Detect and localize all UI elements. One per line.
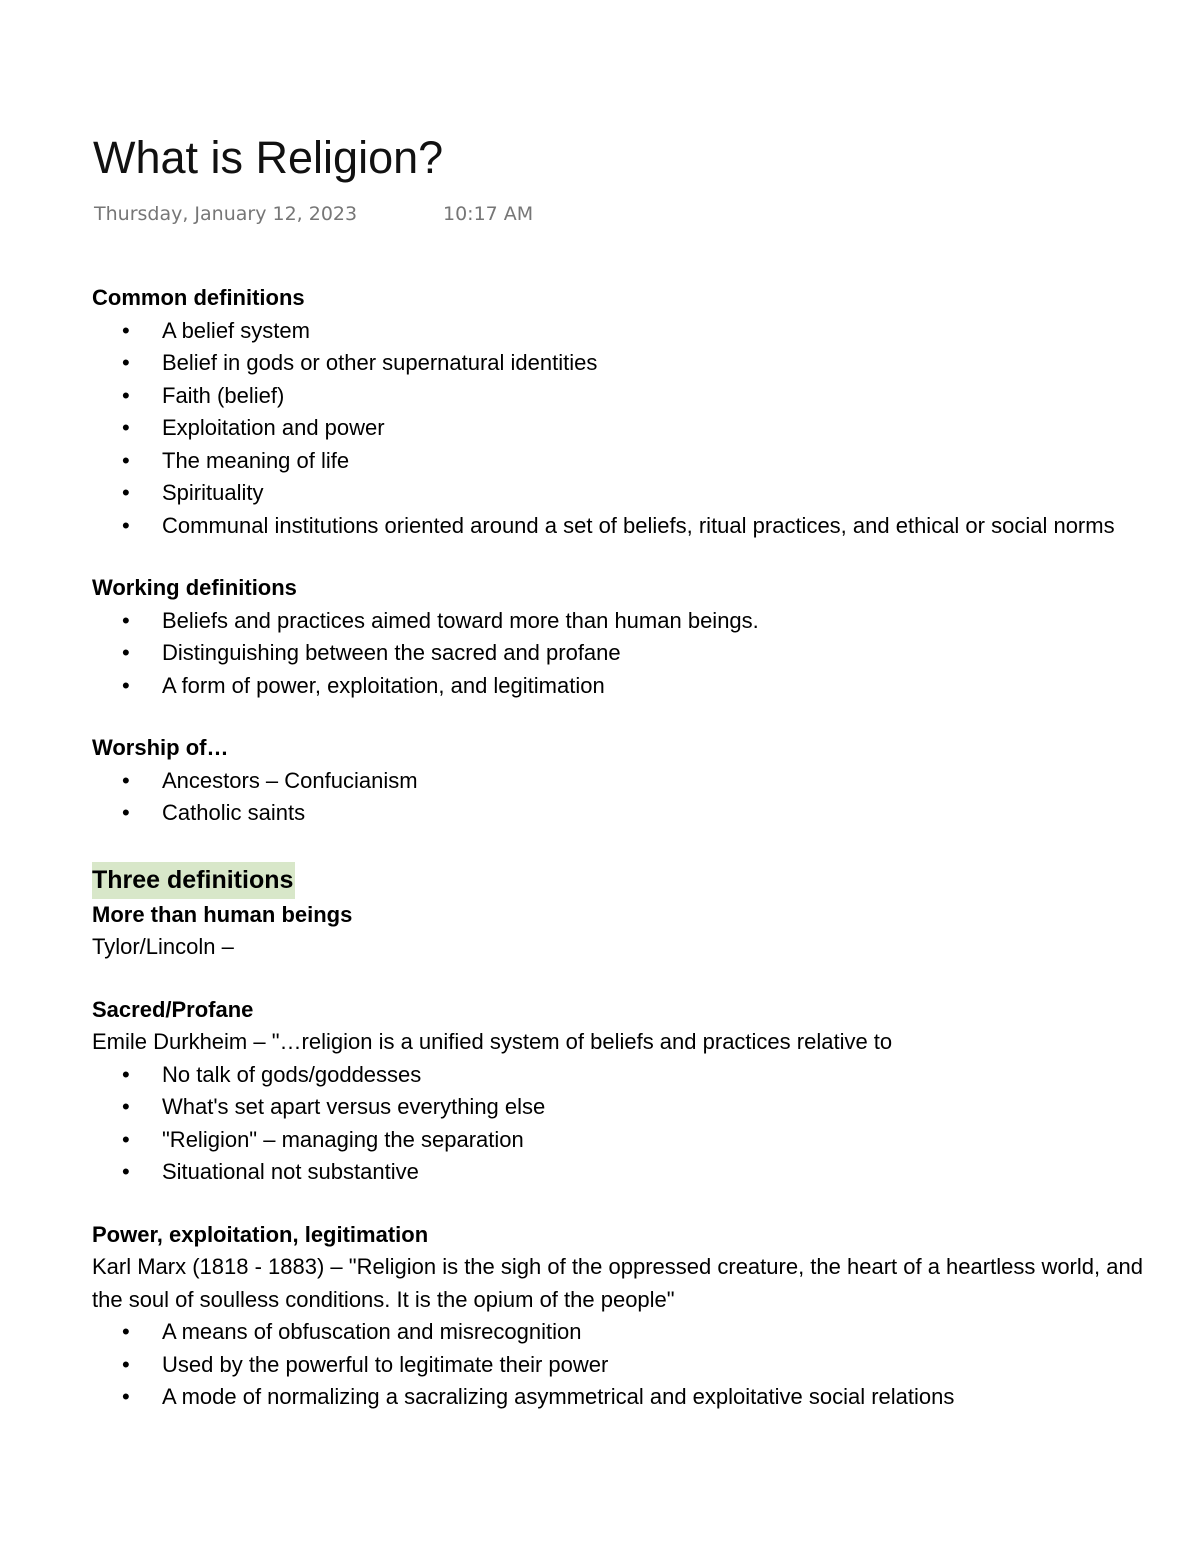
list-item: • No talk of gods/goddesses — [92, 1059, 1152, 1092]
working-definitions-list — [92, 605, 1152, 703]
three-definitions-highlight: Three definitions — [92, 862, 295, 899]
note-time: 10:17 AM — [443, 203, 534, 225]
worship-list — [92, 765, 1152, 830]
working-definitions-heading: Working definitions — [92, 575, 297, 600]
list-item: • A means of obfuscation and misrecognition — [92, 1316, 1152, 1349]
note-meta — [94, 200, 534, 228]
common-definitions-list — [92, 315, 1152, 543]
list-item: • Beliefs and practices aimed toward more than human beings. — [92, 605, 1152, 638]
list-item: • Communal institutions oriented around a set of beliefs, ritual practices, and ethical or social norms — [92, 510, 1152, 543]
more-than-human-text: Tylor/Lincoln – — [92, 934, 234, 959]
common-definitions-heading: Common definitions — [92, 285, 305, 310]
sacred-profane-list — [92, 1059, 1152, 1189]
list-item: • Faith (belief) — [92, 380, 1152, 413]
list-item: • A belief system — [92, 315, 1152, 348]
durkheim-quote: Emile Durkheim – "…religion is a unified system of beliefs and practices relative to — [92, 1029, 893, 1054]
marx-quote: Karl Marx (1818 - 1883) – "Religion is the sigh of the oppressed creature, the heart of a heartless world, and the soul of soulless conditions. It is the opium of the people" — [92, 1254, 1143, 1312]
power-list — [92, 1316, 1152, 1414]
note-date: Thursday, January 12, 2023 — [94, 203, 358, 225]
list-item: • Used by the powerful to legitimate their power — [92, 1349, 1152, 1382]
list-item: • Belief in gods or other supernatural identities — [92, 347, 1152, 380]
more-than-human-heading: More than human beings — [92, 901, 353, 927]
list-item: • The meaning of life — [92, 445, 1152, 478]
list-item: • Catholic saints — [92, 797, 1152, 830]
list-item: • What's set apart versus everything else — [92, 1091, 1152, 1124]
page-title: What is Religion? — [93, 132, 444, 183]
power-heading: Power, exploitation, legitimation — [92, 1221, 429, 1247]
list-item: • Ancestors – Confucianism — [92, 765, 1152, 798]
sacred-profane-heading: Sacred/Profane — [92, 996, 254, 1022]
list-item: • A mode of normalizing a sacralizing asymmetrical and exploitative social relations — [92, 1381, 1152, 1414]
list-item: • Distinguishing between the sacred and profane — [92, 637, 1152, 670]
list-item: • Exploitation and power — [92, 412, 1152, 445]
note-body — [92, 282, 1152, 1432]
list-item: • A form of power, exploitation, and legitimation — [92, 670, 1152, 703]
list-item: • "Religion" – managing the separation — [92, 1124, 1152, 1157]
worship-heading: Worship of… — [92, 735, 229, 760]
list-item: • Spirituality — [92, 477, 1152, 510]
list-item: • Situational not substantive — [92, 1156, 1152, 1189]
